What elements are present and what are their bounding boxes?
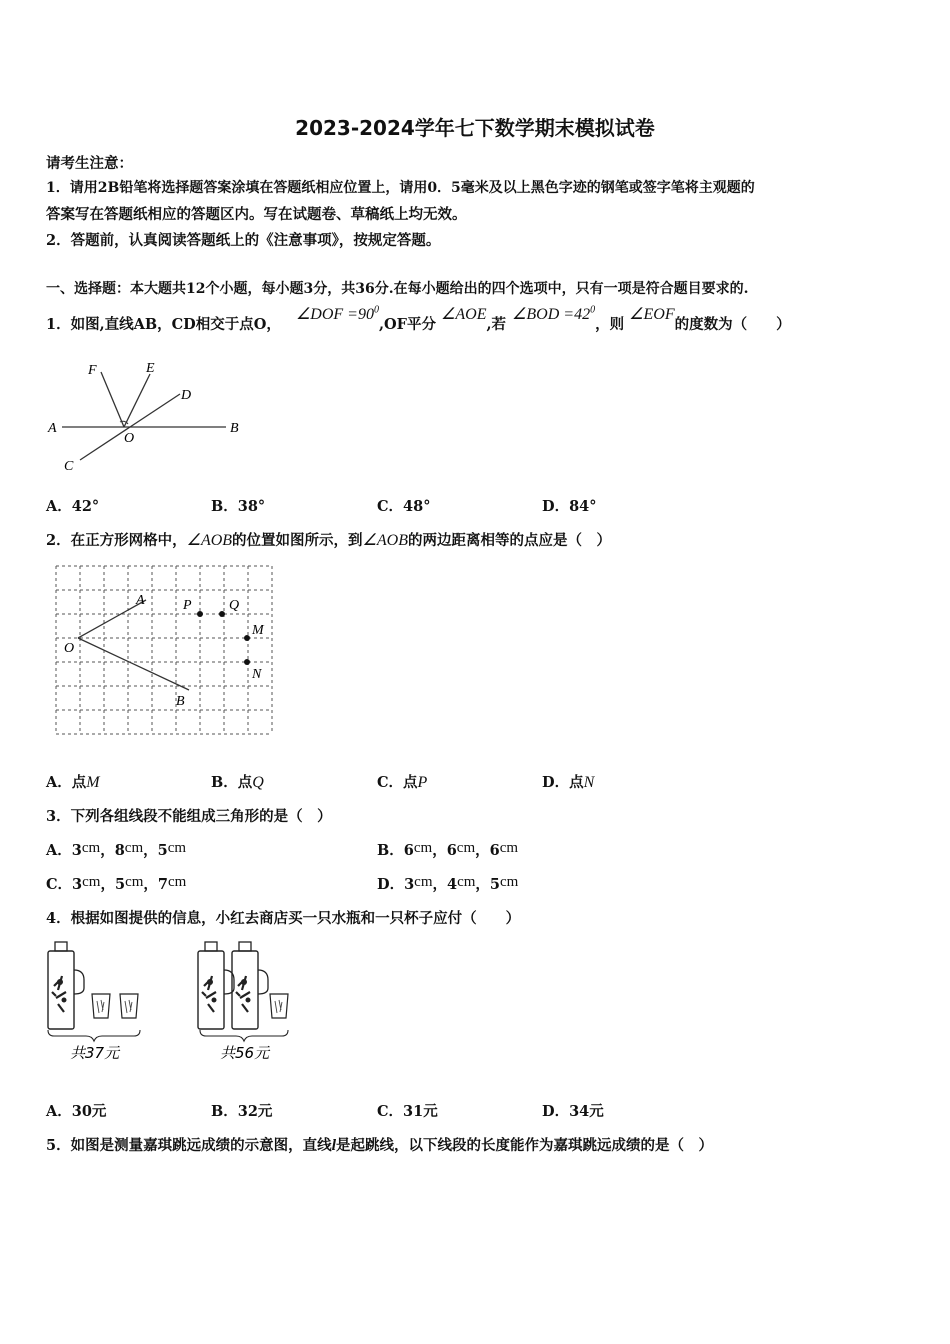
group-2 bbox=[198, 942, 288, 1062]
q1-prefix: 1．如图,直线AB，CD相交于点O， bbox=[46, 316, 281, 333]
point-p bbox=[197, 611, 203, 617]
bottle-icon bbox=[232, 942, 268, 1029]
q2-option-d[interactable]: D．点N bbox=[542, 774, 595, 791]
cup-icon bbox=[120, 994, 138, 1018]
q1-option-d[interactable]: D．84° bbox=[542, 498, 597, 515]
q1-figure bbox=[40, 352, 260, 477]
q1-math-eof: ∠EOF bbox=[629, 306, 675, 323]
cup-icon bbox=[92, 994, 110, 1018]
section-heading: 一、选择题：本大题共12个小题，每小题3分，共36分.在每小题给出的四个选项中，只有一项是符合题目要求的. bbox=[46, 281, 749, 297]
q2-math-aob-1: ∠AOB bbox=[186, 532, 233, 549]
label-a: A bbox=[136, 593, 145, 608]
question-3-stem: 3．下列各组线段不能组成三角形的是（ ） bbox=[46, 808, 332, 825]
q4-option-c[interactable]: C．31元 bbox=[377, 1103, 438, 1120]
notice-line-2: 答案写在答题纸相应的答题区内。写在试题卷、草稿纸上均无效。 bbox=[46, 206, 467, 223]
question-5-stem: 5．如图是测量嘉琪跳远成绩的示意图，直线l是起跳线，以下线段的长度能作为嘉琪跳远成绩的是（ ） bbox=[46, 1137, 714, 1154]
ray-oe bbox=[124, 374, 150, 427]
page-title: 2023-2024学年七下数学期末模拟试卷 bbox=[295, 116, 655, 140]
q2-mid: 的位置如图所示，到 bbox=[232, 532, 363, 549]
notice-line-1: 1．请用2B铅笔将选择题答案涂填在答题纸相应位置上，请用0．5毫米及以上黑色字迹的钢笔或签字笔将主观题的 bbox=[46, 180, 755, 196]
q2-option-c[interactable]: C．点P bbox=[377, 774, 428, 791]
label-m: M bbox=[252, 623, 264, 638]
q1-option-c[interactable]: C．48° bbox=[377, 498, 431, 515]
q4-option-d[interactable]: D．34元 bbox=[542, 1103, 604, 1120]
label-o: O bbox=[124, 431, 135, 446]
q4-option-a[interactable]: A．30元 bbox=[46, 1103, 107, 1120]
notice-line-3: 2．答题前，认真阅读答题纸上的《注意事项》，按规定答题。 bbox=[46, 232, 441, 249]
label-b: B bbox=[230, 421, 239, 436]
q3-option-b[interactable]: B．6cm，6cm，6cm bbox=[377, 840, 519, 859]
q4-figure bbox=[40, 938, 300, 1068]
cup-icon bbox=[270, 994, 288, 1018]
point-q bbox=[219, 611, 225, 617]
q3-option-a[interactable]: A．3cm，8cm，5cm bbox=[46, 840, 187, 859]
q1-text-ruo: ,若 bbox=[486, 316, 507, 333]
label-b: B bbox=[176, 694, 185, 709]
group-1 bbox=[48, 942, 140, 1062]
q2-math-aob-2: ∠AOB bbox=[362, 532, 408, 549]
q1-option-a[interactable]: A．42° bbox=[46, 498, 100, 515]
q1-suffix: 的度数为（ ） bbox=[674, 316, 791, 333]
label-q: Q bbox=[229, 598, 240, 613]
bottle-icon bbox=[48, 942, 84, 1029]
brace-2 bbox=[200, 1030, 288, 1041]
q1-math-dof: ∠DOF $=90^0$ bbox=[295, 304, 379, 323]
q3-option-c[interactable]: C．3cm，5cm，7cm bbox=[46, 874, 187, 893]
q1-math-aoe: ∠AOE bbox=[441, 306, 487, 323]
question-2-stem bbox=[46, 529, 611, 550]
label-c: C bbox=[64, 459, 74, 474]
question-1-stem bbox=[46, 304, 791, 334]
label-o: O bbox=[64, 641, 75, 656]
label-d: D bbox=[181, 388, 192, 403]
q1-text-ze: ，则 bbox=[595, 316, 625, 333]
q1-option-b[interactable]: B．38° bbox=[211, 498, 266, 515]
q2-suffix: 的两边距离相等的点应是（ ） bbox=[408, 532, 611, 549]
question-4-stem: 4．根据如图提供的信息，小红去商店买一只水瓶和一只杯子应付（ ） bbox=[46, 910, 521, 927]
dashed-grid bbox=[56, 566, 272, 734]
caption-1: 共37元 bbox=[70, 1044, 120, 1062]
q2-option-a[interactable]: A．点M bbox=[46, 774, 100, 791]
point-m bbox=[244, 635, 250, 641]
notice-heading: 请考生注意： bbox=[46, 155, 133, 172]
q2-option-b[interactable]: B．点Q bbox=[211, 774, 264, 791]
label-e: E bbox=[146, 361, 155, 376]
label-f: F bbox=[88, 363, 97, 378]
q2-grid-figure bbox=[52, 562, 276, 742]
label-n: N bbox=[252, 667, 262, 682]
bottle-icon bbox=[198, 942, 234, 1029]
q4-option-b[interactable]: B．32元 bbox=[211, 1103, 273, 1120]
label-p: P bbox=[183, 598, 192, 613]
q3-option-d[interactable]: D．3cm，4cm，5cm bbox=[377, 874, 519, 893]
point-n bbox=[244, 659, 250, 665]
brace-1 bbox=[48, 1030, 140, 1041]
ray-of bbox=[101, 372, 124, 427]
q1-math-bod: ∠BOD $=42^0$ bbox=[512, 304, 596, 323]
label-a: A bbox=[48, 421, 57, 436]
caption-2: 共56元 bbox=[220, 1044, 270, 1062]
q1-text-of: ,OF平分 bbox=[378, 316, 436, 333]
ray-ob bbox=[78, 638, 189, 690]
q2-prefix: 2．在正方形网格中， bbox=[46, 532, 187, 549]
